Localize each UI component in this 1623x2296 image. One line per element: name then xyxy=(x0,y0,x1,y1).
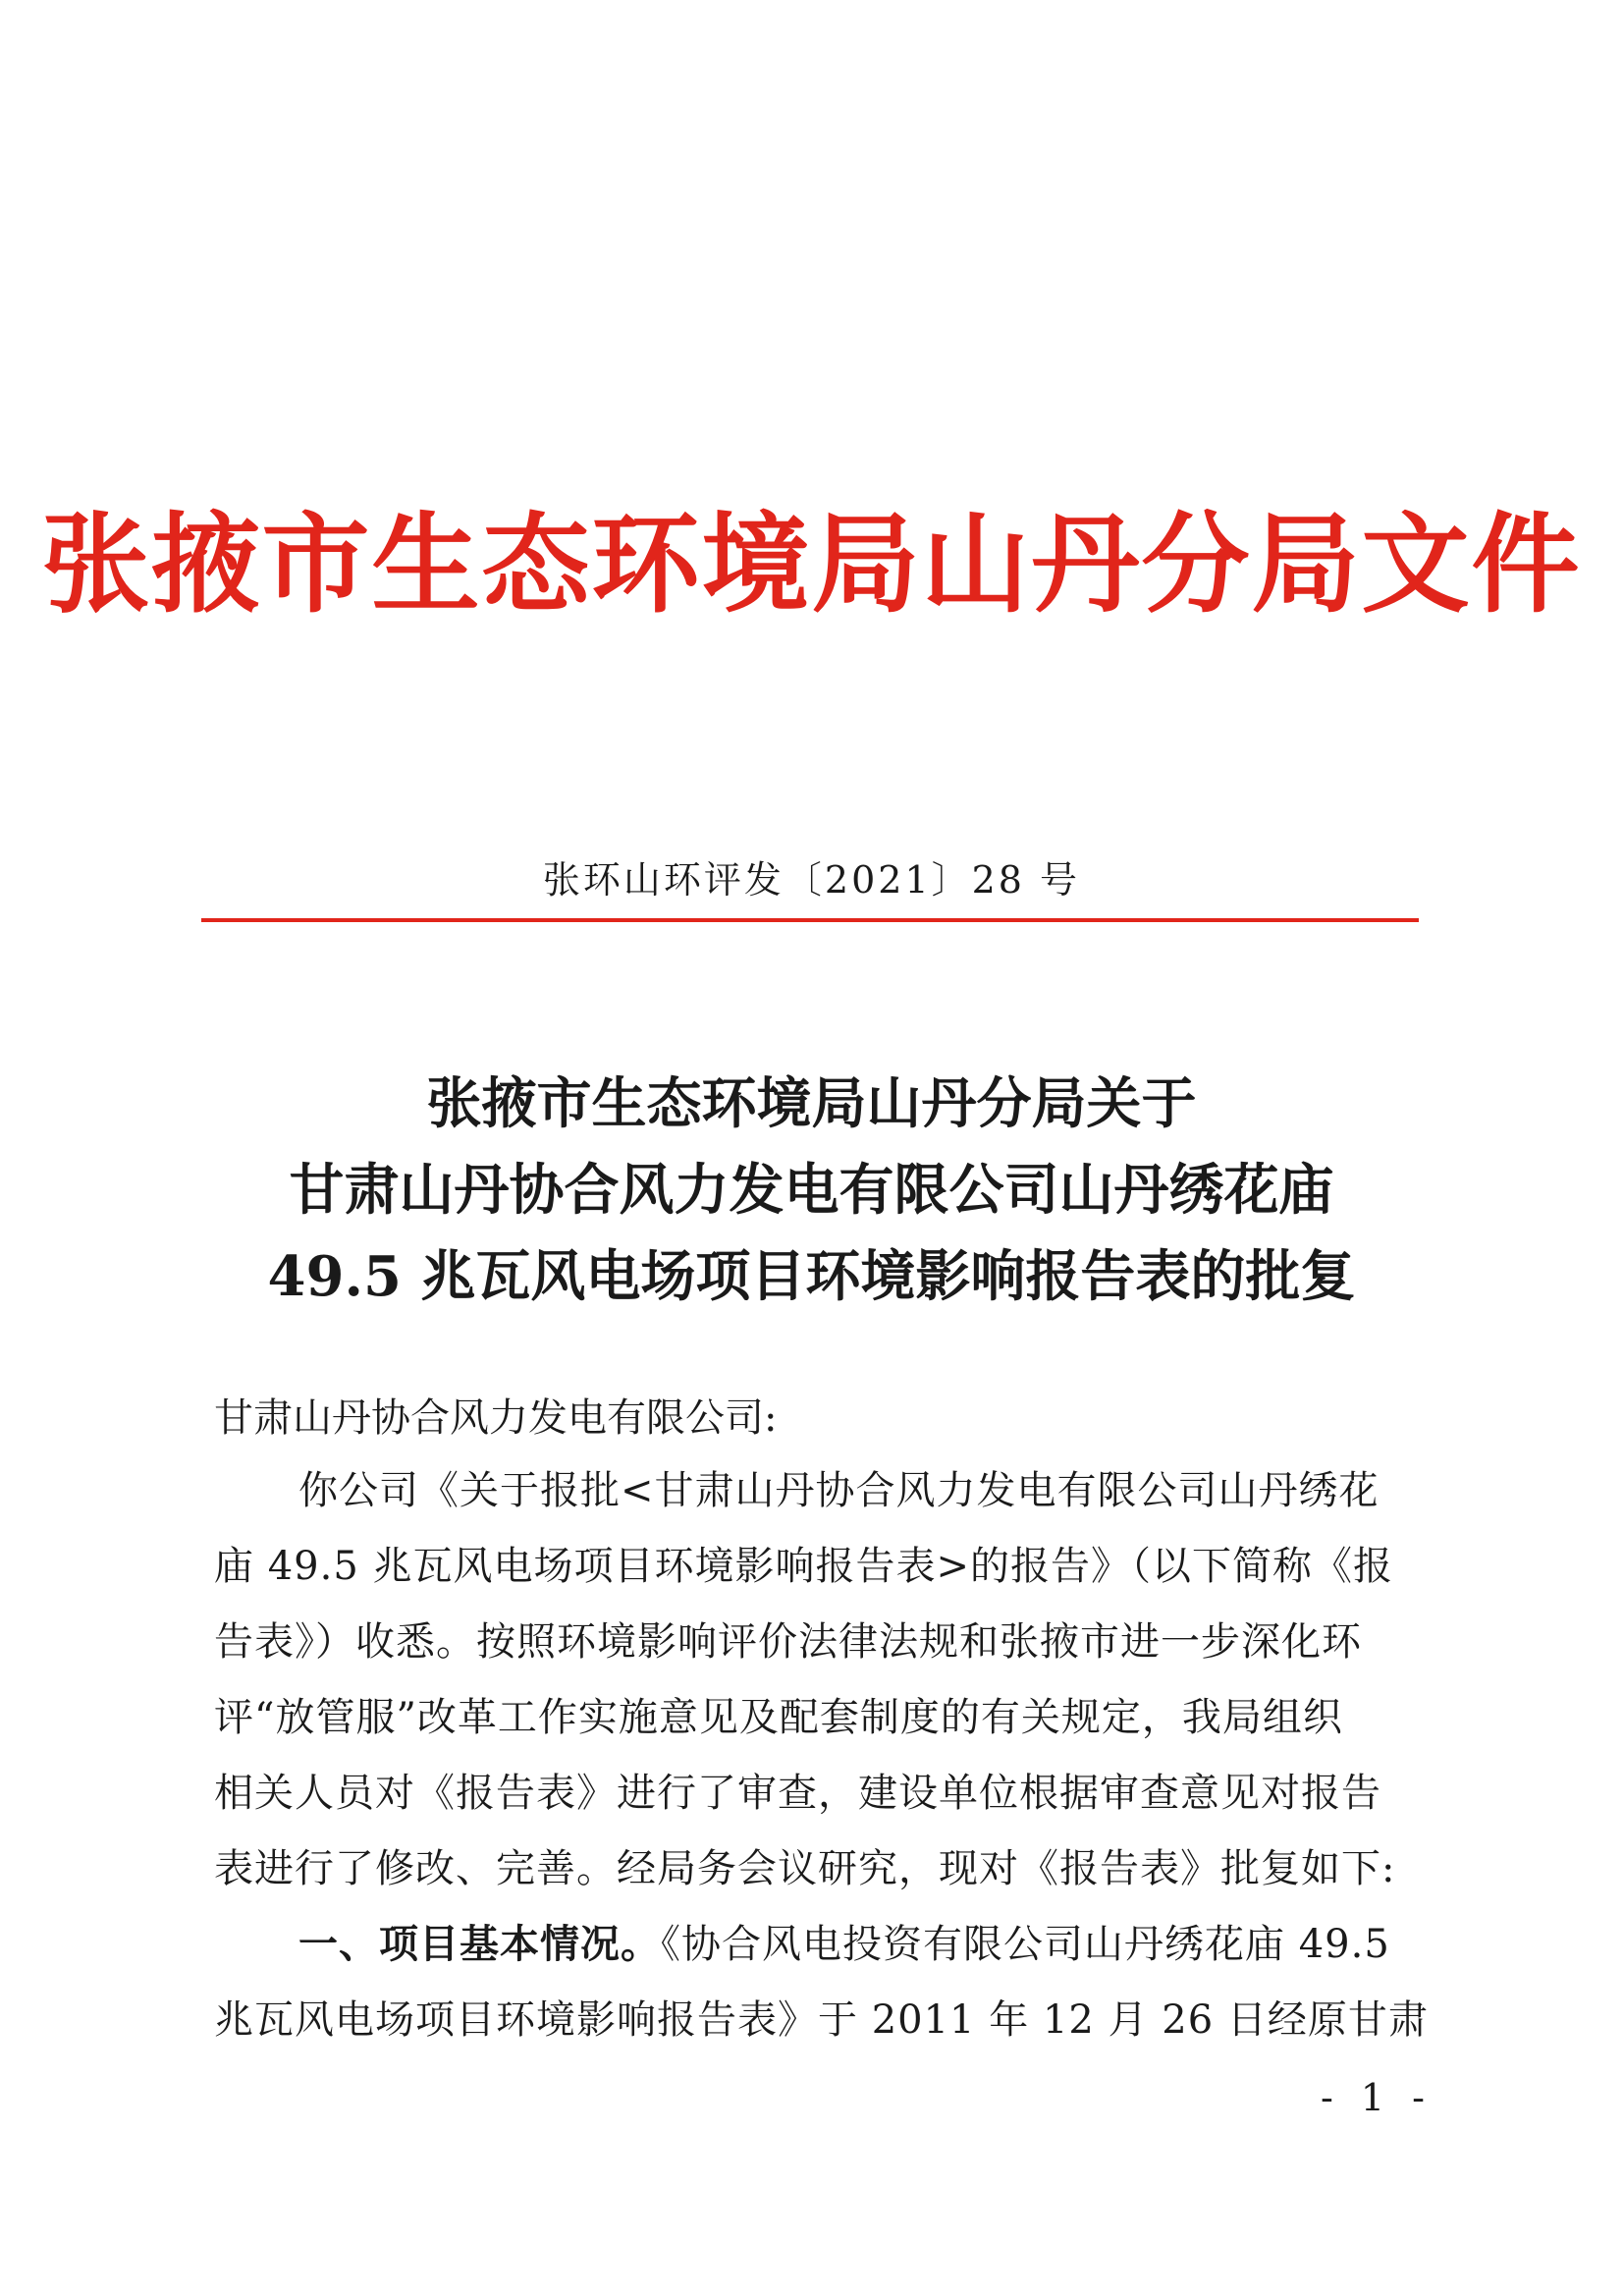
body-line: 兆瓦风电场项目环境影响报告表》于 2011 年 12 月 26 日经原甘肃 xyxy=(214,1997,1429,2043)
doc-number: 张环山环评发〔2021〕28 号 xyxy=(542,858,1081,902)
red-divider xyxy=(201,918,1419,922)
section-1-line xyxy=(214,1919,1422,1995)
body-line: 告表》）收悉。按照环境影响评价法律法规和张掖市进一步深化环 xyxy=(214,1619,1362,1665)
body-line: 评“放管服”改革工作实施意见及配套制度的有关规定，我局组织 xyxy=(214,1695,1343,1740)
section-1-text: 《协合风电投资有限公司山丹绣花庙 49.5 xyxy=(661,1922,1390,1967)
body-text xyxy=(214,1465,1429,2070)
title-line-2: 甘肃山丹协合风力发电有限公司山丹绣花庙 xyxy=(289,1158,1334,1223)
document-title xyxy=(0,1061,1623,1320)
body-line: 相关人员对《报告表》进行了审查，建设单位根据审查意见对报告 xyxy=(214,1771,1381,1816)
page-number: - 1 - xyxy=(1321,2076,1434,2119)
body-line: 庙 49.5 兆瓦风电场项目环境影响报告表>的报告》（以下简称《报 xyxy=(214,1544,1394,1589)
issuer-banner: 张掖市生态环境局山丹分局文件 xyxy=(41,501,1582,628)
section-1-heading: 一、项目基本情况。 xyxy=(298,1921,661,1967)
addressee: 甘肃山丹协合风力发电有限公司: xyxy=(214,1395,778,1441)
body-line: 表进行了修改、完善。经局务会议研究，现对《报告表》批复如下: xyxy=(214,1846,1396,1891)
title-line-1: 张掖市生态环境局山丹分局关于 xyxy=(426,1071,1197,1136)
body-line: 你公司《关于报批<甘肃山丹协合风力发电有限公司山丹绣花 xyxy=(298,1468,1380,1513)
title-line-3: 49.5 兆瓦风电场项目环境影响报告表的批复 xyxy=(267,1244,1356,1309)
